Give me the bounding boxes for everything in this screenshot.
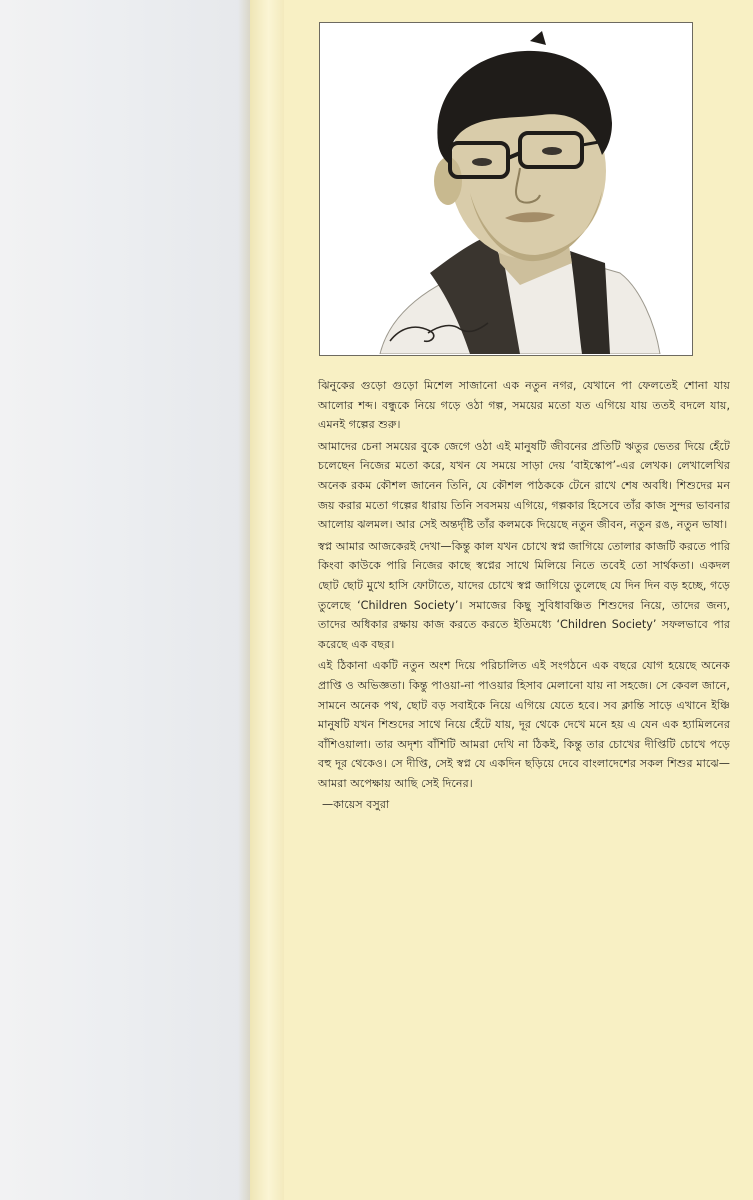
- author-portrait-drawing: [320, 23, 691, 354]
- author-portrait: [319, 22, 693, 356]
- author-bio-text: [318, 376, 730, 815]
- back-cover-left-panel: [0, 0, 250, 1200]
- bio-paragraph-1: ঝিনুকের গুড়ো গুড়ো মিশেল সাজানো এক নতুন নগর, যেখানে পা ফেলতেই শোনা যায় আলোর শব্দ। বন্ধুকে নিয়ে গড়ে ওঠা গল্প, সময়ের মতো যত এগিয়ে যায় ততই বদলে যায়, এমনই গল্পের শুরু।: [318, 379, 730, 432]
- flap-fold-strip: [250, 0, 284, 1200]
- bio-paragraph-2: আমাদের চেনা সময়ের বুকে জেগে ওঠা এই মানুষটি জীবনের প্রতিটি ঋতুর ভেতর দিয়ে হেঁটে চলেছেন নিজের মতো করে, যখন যে সময়ে সাড়া দেয় ‘বাইস্কোপ’-এর লেখক। লেখালেখির অনেক রকম কৌশল জানেন তিনি, যে কৌশল পাঠককে টেনে রাখে শেষ অবধি। শিশুদের মন জয় করার মতো গল্পের ধারায় তিনি সবসময় এগিয়ে, গল্পকার হিসেবে তাঁর কাজ সুন্দর ভাবনার আলোয় ঝলমল। আর সেই অন্তর্দৃষ্টি তাঁর কলমকে দিয়েছে নতুন জীবন, নতুন রঙ, নতুন ভাষা।: [318, 439, 730, 532]
- bio-paragraph-4: এই ঠিকানা একটি নতুন অংশ দিয়ে পরিচালিত এই সংগঠনে এক বছরে যোগ হয়েছে অনেক প্রাপ্তি ও অভিজ্ঞতা। কিন্তু পাওয়া-না পাওয়ার হিসাব মেলানো যায় না সহজে। সে কেবল জানে, সামনে অনেক পথ, ছোট বড় সবাইকে নিয়ে এগিয়ে যেতে হবে। সব ক্লান্তি সাড়ে এখানে ইঞ্চি মানুষটি যখন শিশুদের সাথে নিয়ে হেঁটে যায়, দূর থেকে দেখে মনে হয় এ যেন এক হ্যামিলনের বাঁশিওয়ালা। তার অদৃশ্য বাঁশিটি আমরা দেখি না ঠিকই, কিন্তু তার চোখের দীপ্তিটি চোখে পড়ে বহু দূর থেকেও। সে দীপ্তি, সেই স্বপ্ন যে একদিন ছড়িয়ে দেবে বাংলাদেশের সকল শিশুর মাঝে—আমরা অপেক্ষায় আছি সেই দিনের।: [318, 659, 730, 790]
- bio-signature: —কায়েস বসুরা: [322, 798, 390, 812]
- bio-paragraph-3: স্বপ্ন আমার আজকেরই দেখা—কিন্তু কাল যখন চোখে স্বপ্ন জাগিয়ে তোলার কাজটি করতে পারি কিংবা কাউকে পারি নিজের কাছে স্বপ্নের সাথে মিলিয়ে নিতে তবেই তো সার্থকতা। একদল ছোট ছোট মুখে হাসি ফোটাতে, যাদের চোখে স্বপ্ন জাগিয়ে তুলেছে যে দিন দিন বড় হচ্ছে, গড়ে তুলেছে ‘Children Society’। সমাজের কিছু সুবিধাবঞ্চিত শিশুদের নিয়ে, তাদের জন্য, তাদের অধিকার রক্ষায় কাজ করতে করতে ইতিমধ্যে ‘Children Society’ সফলভাবে পার করেছে এক বছর।: [318, 539, 730, 651]
